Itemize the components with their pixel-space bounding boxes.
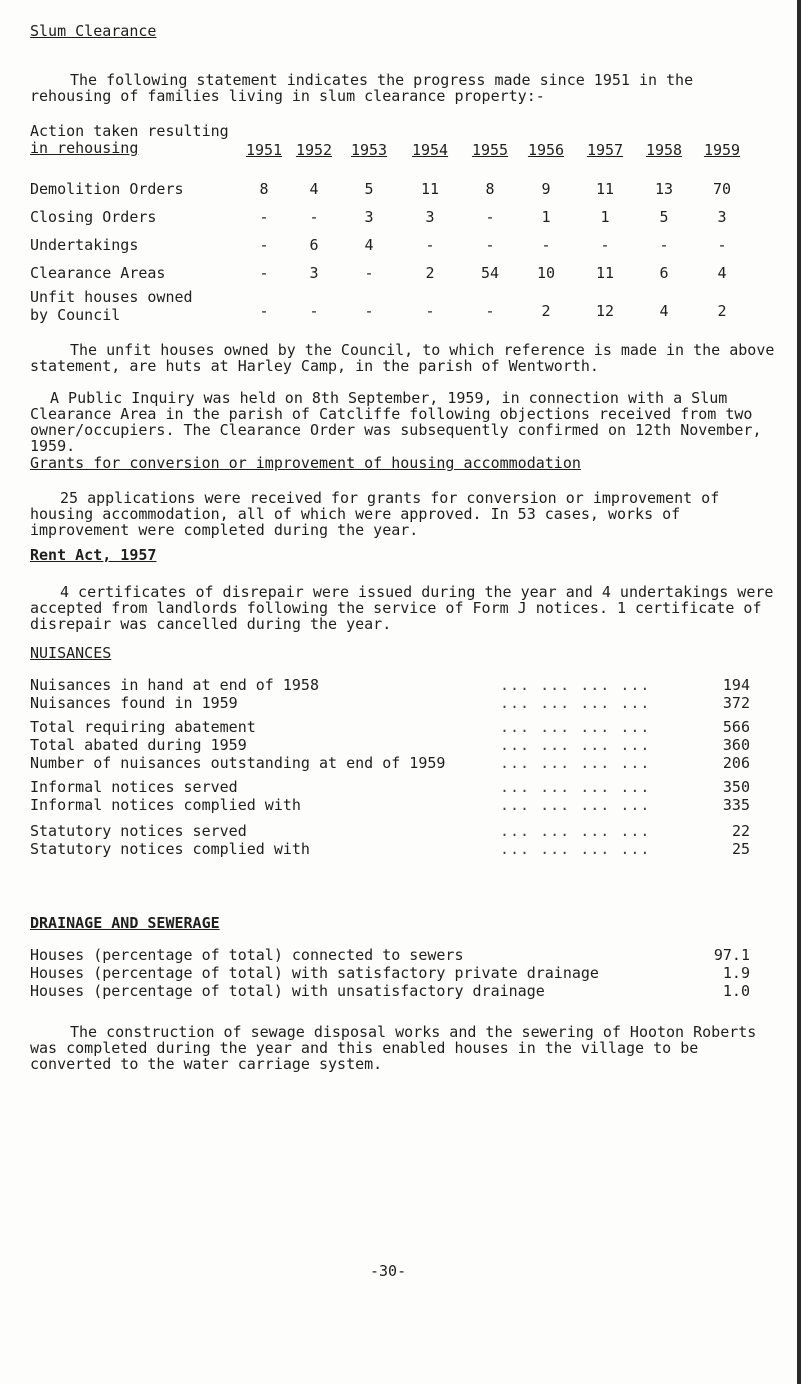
table-cell: - (259, 208, 269, 226)
table-cell: 13 (654, 180, 674, 198)
nuisance-label: Informal notices served (30, 778, 238, 796)
nuisances-list (0, 676, 801, 906)
table-cell: 9 (541, 180, 551, 198)
table-cell: 11 (420, 180, 440, 198)
nuisance-label: Informal notices complied with (30, 796, 301, 814)
table-cell: - (259, 302, 269, 320)
nuisance-label: Statutory notices complied with (30, 840, 310, 858)
table-header-line1: Action taken resulting (30, 122, 229, 140)
table-cell: - (309, 302, 319, 320)
year-header: 1952 (295, 141, 333, 159)
table-cell: - (364, 302, 374, 320)
table-cell: 5 (659, 208, 669, 226)
table-cell: 2 (425, 264, 435, 282)
nuisance-row (30, 840, 750, 860)
table-row-label: Unfit houses owned (30, 288, 193, 306)
table-cell: - (364, 264, 374, 282)
table-cell: 11 (595, 264, 615, 282)
table-cell: 12 (595, 302, 615, 320)
drainage-paragraph: The construction of sewage disposal works and the sewering of Hooton Roberts was completed during the year and this enabled houses in the village to be converted to the water carriage system. (30, 1023, 757, 1073)
table-row-label: Undertakings (30, 236, 139, 254)
drainage-label: Houses (percentage of total) with unsatisfactory drainage (30, 982, 545, 1000)
table-cell: 3 (309, 264, 319, 282)
table-cell: 4 (364, 236, 374, 254)
table-cell: - (541, 236, 551, 254)
public-inquiry-paragraph: A Public Inquiry was held on 8th September, 1959, in connection with a Slum Clearance Area in the parish of Catcliffe following objections received from two owner/occupiers. The Clearance Order was subsequently confirmed on 12th November, 1959. (30, 389, 762, 455)
drainage-value: 97.1 (713, 946, 750, 964)
drainage-value: 1.0 (722, 982, 750, 1000)
grants-heading: Grants for conversion or improvement of housing accommodation (30, 454, 581, 472)
table-cell: 54 (480, 264, 500, 282)
nuisance-row (30, 676, 750, 696)
nuisance-row (30, 718, 750, 738)
year-header: 1959 (703, 141, 741, 159)
table-cell: 8 (259, 180, 269, 198)
nuisance-label: Nuisances found in 1959 (30, 694, 238, 712)
year-header: 1951 (245, 141, 283, 159)
table-cell: 70 (712, 180, 732, 198)
nuisance-value: 350 (722, 778, 750, 796)
year-header: 1957 (586, 141, 624, 159)
leader-dots: ... ... ... ... (500, 840, 651, 858)
nuisances-heading: NUISANCES (30, 644, 112, 662)
leader-dots: ... ... ... ... (500, 736, 651, 754)
year-header: 1958 (645, 141, 683, 159)
drainage-row (30, 946, 750, 966)
leader-dots: ... ... ... ... (500, 778, 651, 796)
table-cell: 4 (659, 302, 669, 320)
leader-dots: ... ... ... ... (500, 676, 651, 694)
drainage-row (30, 964, 750, 984)
drainage-label: Houses (percentage of total) with satisfactory private drainage (30, 964, 599, 982)
table-cell: - (425, 236, 435, 254)
rehousing-table (0, 180, 801, 340)
leader-dots: ... ... ... ... (500, 694, 651, 712)
table-cell: 6 (309, 236, 319, 254)
year-header: 1954 (411, 141, 449, 159)
table-cell: 3 (364, 208, 374, 226)
year-header: 1956 (527, 141, 565, 159)
leader-dots: ... ... ... ... (500, 822, 651, 840)
nuisance-value: 25 (731, 840, 750, 858)
intro-paragraph: The following statement indicates the progress made since 1951 in the rehousing of families living in slum clearance property:- (30, 71, 694, 105)
table-cell: - (659, 236, 669, 254)
nuisance-value: 22 (731, 822, 750, 840)
table-cell: 2 (541, 302, 551, 320)
table-cell: - (259, 236, 269, 254)
table-cell: - (717, 236, 727, 254)
drainage-heading: DRAINAGE AND SEWERAGE (30, 914, 220, 932)
nuisance-label: Total requiring abatement (30, 718, 256, 736)
nuisance-row (30, 736, 750, 756)
table-cell: 1 (600, 208, 610, 226)
table-cell: 8 (485, 180, 495, 198)
table-header-line2: in rehousing (30, 139, 139, 157)
drainage-row (30, 982, 750, 1002)
table-cell: 3 (717, 208, 727, 226)
page-title: Slum Clearance (30, 22, 157, 40)
table-cell: - (600, 236, 610, 254)
table-cell: 2 (717, 302, 727, 320)
leader-dots: ... ... ... ... (500, 796, 651, 814)
year-header-row (0, 141, 801, 161)
nuisance-label: Statutory notices served (30, 822, 247, 840)
nuisance-row (30, 778, 750, 798)
nuisance-value: 360 (722, 736, 750, 754)
nuisance-value: 206 (722, 754, 750, 772)
table-cell: 11 (595, 180, 615, 198)
table-cell: 10 (536, 264, 556, 282)
nuisance-value: 372 (722, 694, 750, 712)
table-cell: - (485, 302, 495, 320)
table-cell: - (309, 208, 319, 226)
nuisance-label: Number of nuisances outstanding at end of 1959 (30, 754, 446, 772)
table-cell: - (259, 264, 269, 282)
rent-act-heading: Rent Act, 1957 (30, 546, 157, 564)
table-cell: 1 (541, 208, 551, 226)
table-cell: - (485, 236, 495, 254)
table-cell: 3 (425, 208, 435, 226)
table-cell: 5 (364, 180, 374, 198)
grants-paragraph: 25 applications were received for grants for conversion or improvement of housing accommodation, all of which were approved. In 53 cases, works of improvement were completed during the year. (30, 489, 720, 539)
nuisance-row (30, 754, 750, 774)
drainage-list (0, 946, 801, 1016)
year-header: 1953 (350, 141, 388, 159)
table-cell: - (425, 302, 435, 320)
table-row-label: Closing Orders (30, 208, 157, 226)
nuisance-row (30, 822, 750, 842)
nuisance-row (30, 796, 750, 816)
nuisance-label: Total abated during 1959 (30, 736, 247, 754)
unfit-houses-note: The unfit houses owned by the Council, to which reference is made in the above statement, are huts at Harley Camp, in the parish of Wentworth. (30, 341, 775, 375)
table-row-label: Demolition Orders (30, 180, 184, 198)
table-cell: 4 (717, 264, 727, 282)
nuisance-row (30, 694, 750, 714)
nuisance-value: 566 (722, 718, 750, 736)
leader-dots: ... ... ... ... (500, 718, 651, 736)
drainage-value: 1.9 (722, 964, 750, 982)
page-number: -30- (370, 1262, 407, 1280)
table-row-label: Clearance Areas (30, 264, 166, 282)
table-cell: - (485, 208, 495, 226)
nuisance-label: Nuisances in hand at end of 1958 (30, 676, 319, 694)
nuisance-value: 194 (722, 676, 750, 694)
leader-dots: ... ... ... ... (500, 754, 651, 772)
year-header: 1955 (471, 141, 509, 159)
drainage-label: Houses (percentage of total) connected to sewers (30, 946, 464, 964)
rent-act-paragraph: 4 certificates of disrepair were issued during the year and 4 undertakings were accepted from landlords following the service of Form J notices. 1 certificate of disrepair was cancelled during the year. (30, 583, 774, 633)
nuisance-value: 335 (722, 796, 750, 814)
table-cell: 4 (309, 180, 319, 198)
table-row-label: by Council (30, 306, 121, 324)
table-cell: 6 (659, 264, 669, 282)
